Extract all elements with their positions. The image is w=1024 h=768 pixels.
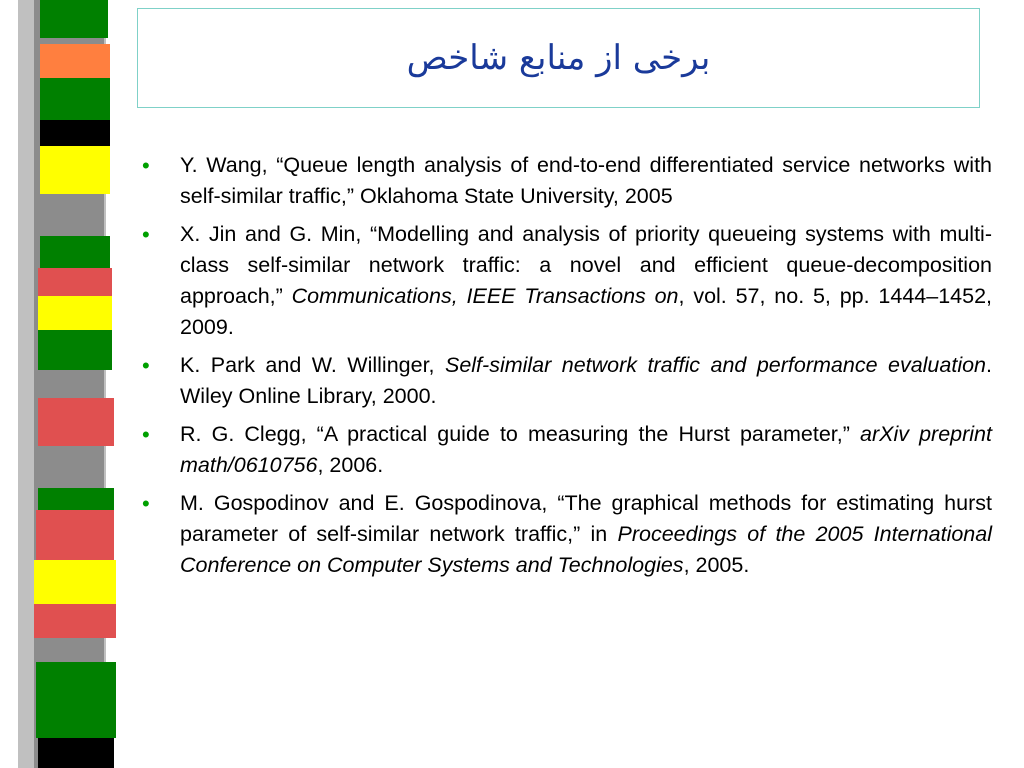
strip-block bbox=[34, 560, 116, 604]
reference-italic: Communications, IEEE Transactions on bbox=[291, 284, 679, 308]
strip-block bbox=[34, 604, 116, 638]
reference-text: R. G. Clegg, “A practical guide to measuring the Hurst parameter,” bbox=[180, 422, 860, 446]
bullet-icon: • bbox=[142, 153, 150, 178]
strip-block bbox=[40, 0, 108, 38]
reference-text: X. Jin and G. Min, “Modelling and analysis of priority queueing systems with multi-class self-similar network traffic: a novel and efficient queue-decomposition approach,” bbox=[180, 222, 992, 308]
bullet-icon: • bbox=[142, 491, 150, 516]
reference-tail: , 2005. bbox=[683, 553, 750, 577]
reference-text: K. Park and W. Willinger, bbox=[180, 353, 445, 377]
reference-italic: Proceedings of the 2005 International Conference on Computer Systems and Technologies bbox=[180, 522, 992, 577]
reference-tail: . Wiley Online Library, 2000. bbox=[180, 353, 992, 408]
strip-block bbox=[38, 268, 112, 296]
strip-block bbox=[40, 146, 110, 194]
strip-block bbox=[36, 510, 114, 560]
reference-italic: arXiv preprint math/0610756 bbox=[180, 422, 992, 477]
bullet-icon: • bbox=[142, 422, 150, 447]
strip-block bbox=[36, 662, 116, 738]
strip-block bbox=[40, 78, 110, 120]
bullet-icon: • bbox=[142, 353, 150, 378]
bullet-icon: • bbox=[142, 222, 150, 247]
slide-title: برخی از منابع شاخص bbox=[406, 38, 711, 78]
strip-block bbox=[38, 330, 112, 370]
strip-block bbox=[38, 738, 114, 768]
reference-item bbox=[140, 350, 992, 412]
reference-tail: , vol. 57, no. 5, pp. 1444–1452, 2009. bbox=[180, 284, 993, 339]
title-box bbox=[137, 8, 980, 108]
reference-text: Y. Wang, “Queue length analysis of end-to-end differentiated service networks with self-similar traffic,” Oklahoma State University, 2005 bbox=[180, 153, 992, 208]
reference-item bbox=[140, 150, 992, 212]
strip-block bbox=[40, 44, 110, 78]
strip-block bbox=[38, 398, 114, 446]
reference-tail: , 2006. bbox=[317, 453, 384, 477]
reference-item bbox=[140, 488, 992, 581]
reference-item bbox=[140, 419, 992, 481]
decorative-color-strip bbox=[18, 0, 106, 768]
reference-item bbox=[140, 219, 992, 343]
strip-block bbox=[40, 236, 110, 268]
references-list bbox=[140, 150, 992, 588]
reference-text: M. Gospodinov and E. Gospodinova, “The graphical methods for estimating hurst parameter of self-similar network traffic,” in bbox=[180, 491, 992, 546]
reference-italic: Self-similar network traffic and performance evaluation bbox=[444, 353, 987, 377]
strip-block bbox=[38, 488, 114, 510]
strip-block bbox=[40, 120, 110, 146]
strip-block bbox=[38, 296, 112, 330]
